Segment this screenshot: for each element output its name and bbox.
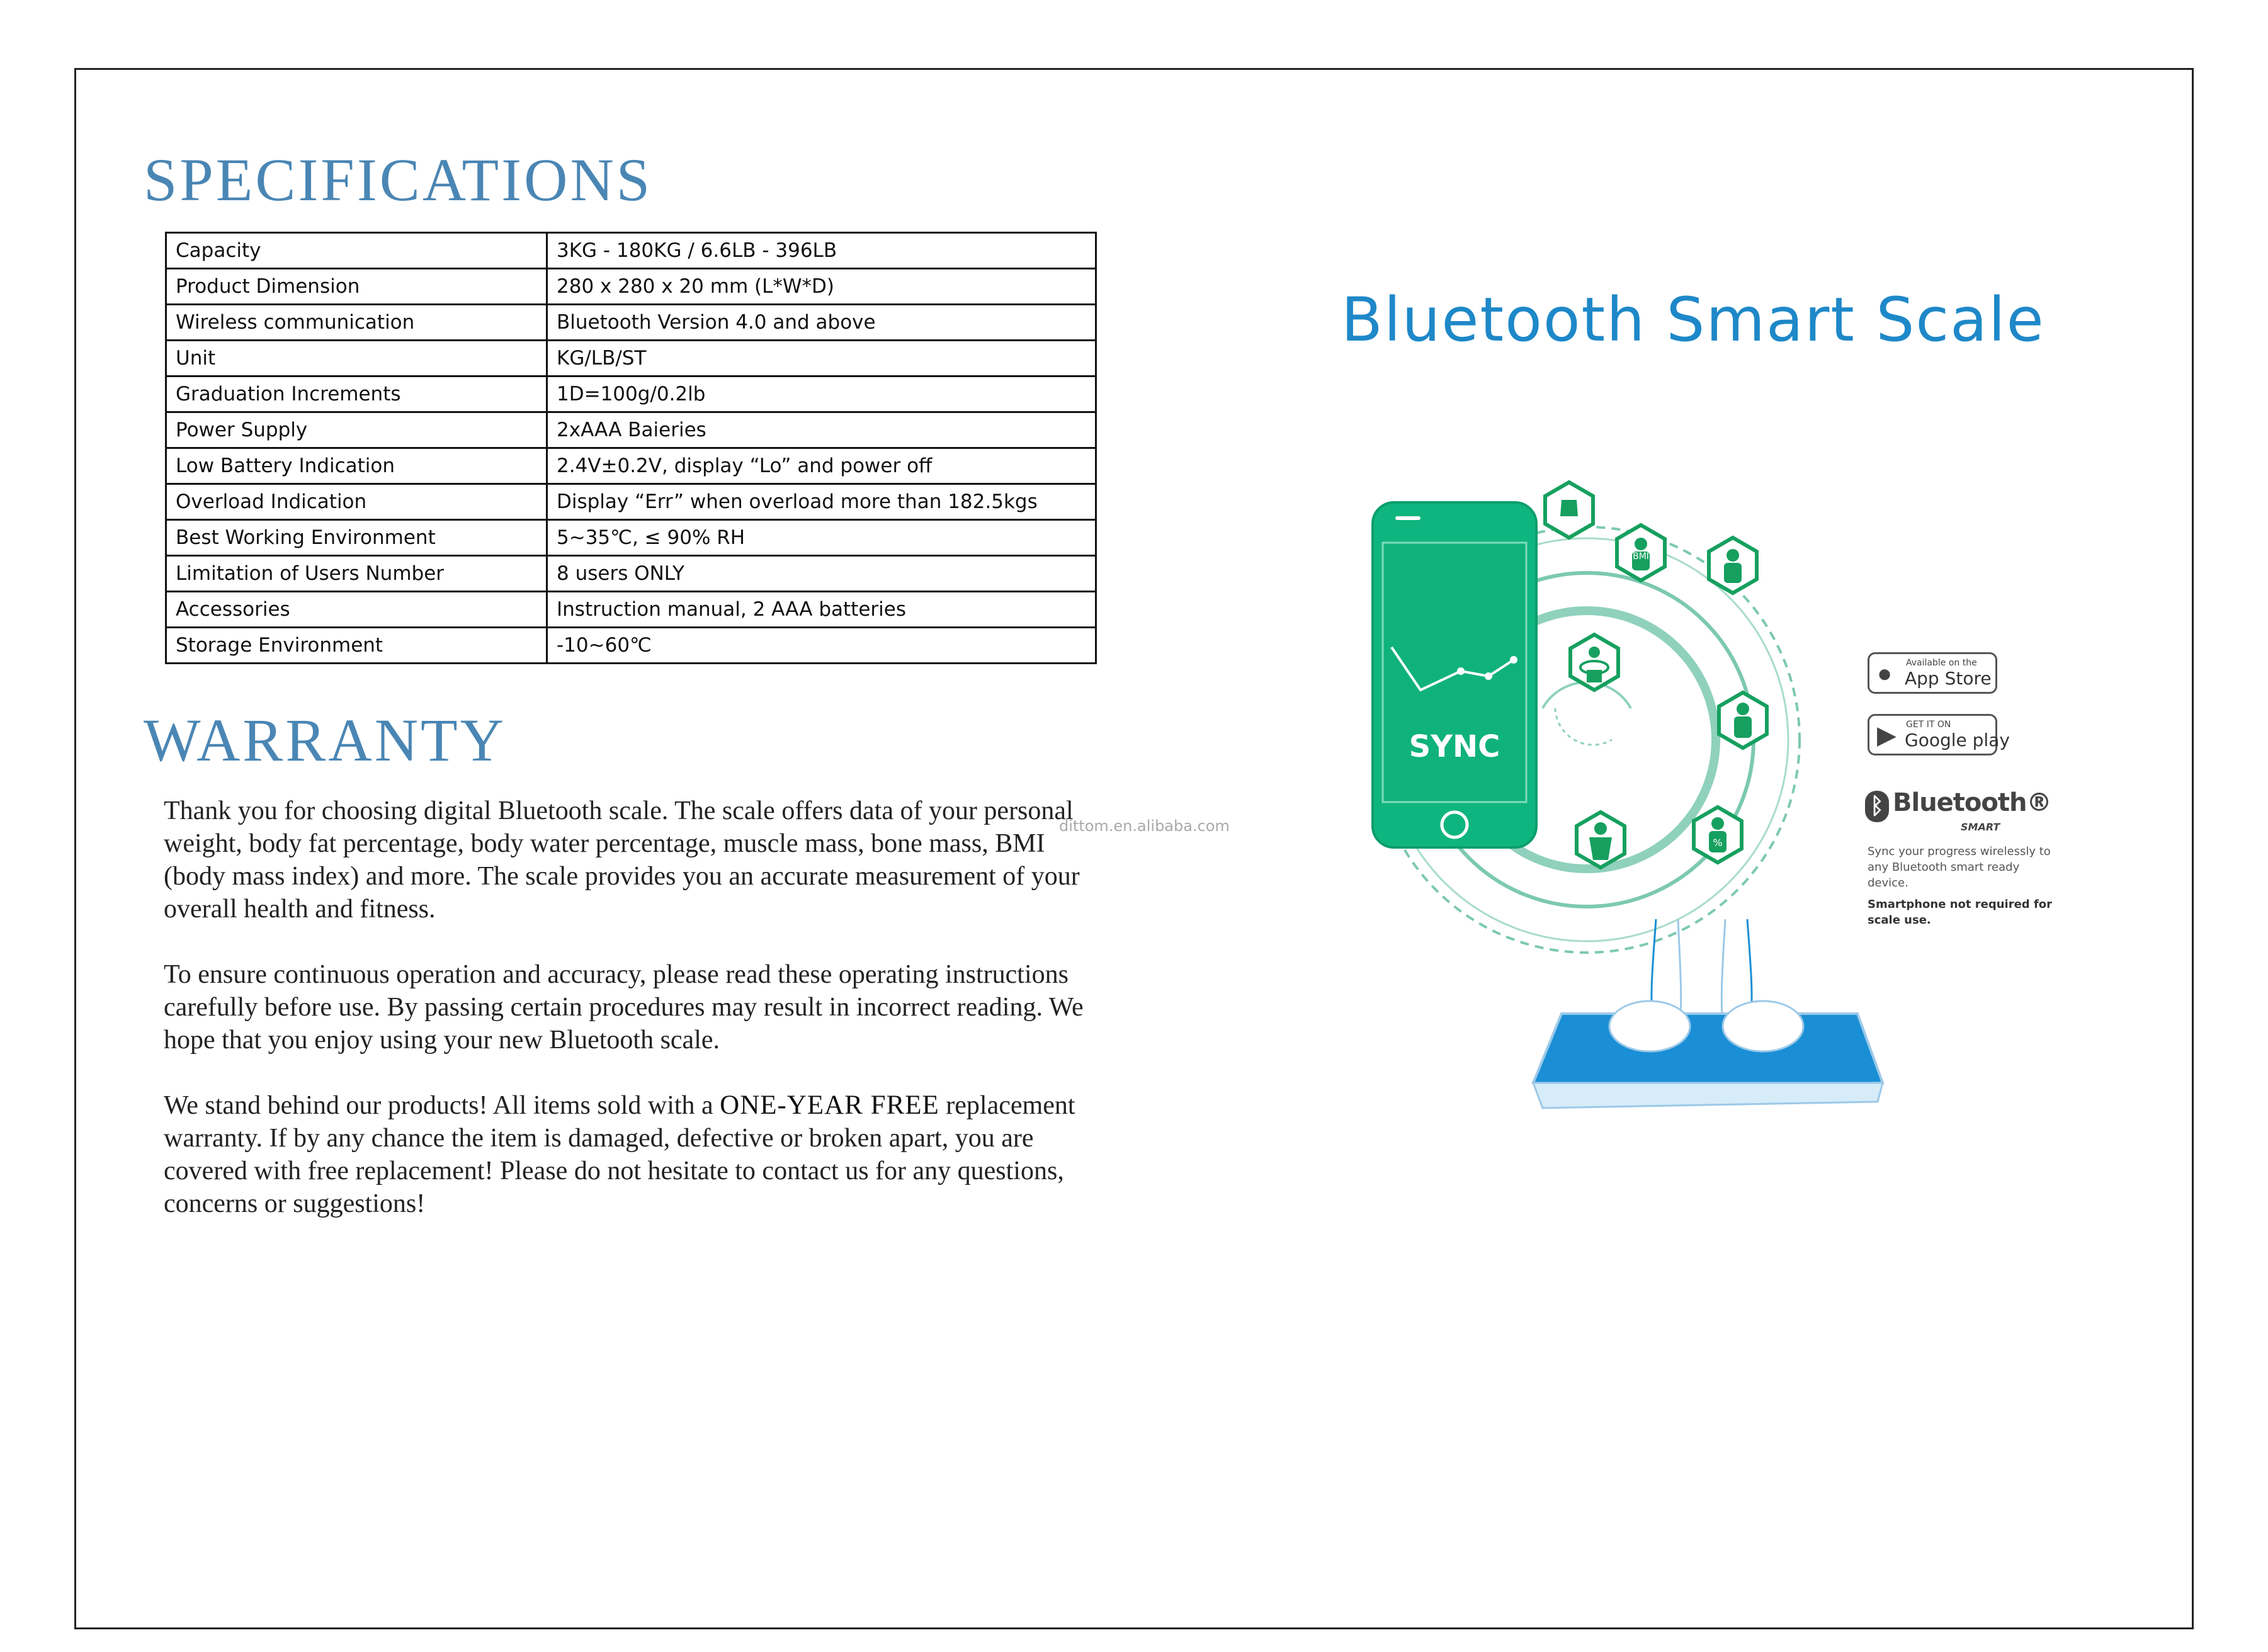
specifications-heading: SPECIFICATIONS <box>144 146 653 213</box>
muscle-icon <box>1719 693 1767 748</box>
spec-value: 2.4V±0.2V, display “Lo” and power off <box>547 448 1096 484</box>
bmi-icon <box>1617 525 1665 580</box>
app-store-small-text: Available on the <box>1906 658 1977 668</box>
sync-label: SYNC <box>1409 729 1500 764</box>
spec-row <box>166 412 1096 448</box>
spec-value: KG/LB/ST <box>547 341 1096 376</box>
bluetooth-word: Bluetooth <box>1893 788 2027 817</box>
spec-row <box>166 448 1096 484</box>
google-play-icon: ▶ <box>1877 721 1897 749</box>
svg-text:BMI: BMI <box>1633 552 1649 562</box>
spec-row <box>166 269 1096 305</box>
app-store-badge[interactable] <box>1868 652 1997 694</box>
apple-icon: ● <box>1877 660 1893 687</box>
bluetooth-smart-logo <box>1865 788 2051 839</box>
bluetooth-smart-text: SMART <box>1961 821 2000 833</box>
warranty-paragraph-3 <box>164 1089 1096 1220</box>
spec-row <box>166 341 1096 376</box>
watermark: dittom.en.alibaba.com <box>1059 817 1230 835</box>
sync-note: Sync your progress wirelessly to any Bluetooth smart ready device. <box>1868 845 2051 890</box>
left-foot <box>1609 1001 1690 1051</box>
spec-row <box>166 556 1096 592</box>
google-play-small-text: GET IT ON <box>1906 720 1951 730</box>
right-foot <box>1723 1001 1803 1051</box>
spec-row <box>166 233 1096 269</box>
bluetooth-icon: ᛒ <box>1865 791 1889 822</box>
spec-value: 8 users ONLY <box>547 556 1096 592</box>
warranty-paragraph-2: To ensure continuous operation and accuracy, please read these operating instructions carefully before use. By passing certain procedures may result in incorrect reading. We hope that you enjoy using your new Bluetooth scale. <box>164 960 1084 1055</box>
one-year-free-emphasis: ONE-YEAR FREE <box>720 1090 939 1120</box>
spec-label: Low Battery Indication <box>166 448 547 484</box>
warranty-paragraph-1: Thank you for choosing digital Bluetooth scale. The scale offers data of your personal weight, body fat percentage, body water percentage, muscle mass, bone mass, BMI (body mass index) and more. The scale provides you an accurate measurement of your overall health and fitness. <box>164 796 1080 924</box>
spec-label: Power Supply <box>166 412 547 448</box>
spec-label: Limitation of Users Number <box>166 556 547 592</box>
warranty-heading: WARRANTY <box>144 706 506 774</box>
speaker-icon <box>1395 516 1420 520</box>
spec-value: 5~35℃, ≤ 90% RH <box>547 520 1096 556</box>
body-water-icon <box>1709 538 1757 593</box>
fat-icon <box>1545 482 1593 538</box>
spec-label: Storage Environment <box>166 628 547 664</box>
spec-label: Capacity <box>166 233 547 269</box>
spec-row <box>166 484 1096 520</box>
spec-value: Display “Err” when overload more than 182.5kgs <box>547 484 1096 520</box>
smartphone-note: Smartphone not required for scale use. <box>1868 898 2053 927</box>
spec-row <box>166 592 1096 628</box>
spec-label: Unit <box>166 341 547 376</box>
spec-value: 1D=100g/0.2lb <box>547 376 1096 412</box>
spec-label: Best Working Environment <box>166 520 547 556</box>
smartphone <box>1373 502 1536 847</box>
warranty-paragraph-3-end: replacement warranty. If by any chance the item is damaged, defective or broken apart, you are covered with free replacement! Please do not hesitate to contact us for any questions, concerns or suggestions! <box>164 1091 1075 1218</box>
spec-row <box>166 376 1096 412</box>
spec-value: 2xAAA Baieries <box>547 412 1096 448</box>
specifications-table <box>165 232 1097 664</box>
google-play-badge[interactable] <box>1868 714 2010 755</box>
spec-value: -10~60℃ <box>547 628 1096 664</box>
bathroom-scale <box>1533 1001 1883 1108</box>
product-illustration <box>1335 460 1914 1127</box>
warranty-text <box>164 795 1096 1253</box>
spec-label: Accessories <box>166 592 547 628</box>
spec-row <box>166 305 1096 341</box>
app-store-label: App Store <box>1905 668 1992 689</box>
spec-label: Graduation Increments <box>166 376 547 412</box>
product-title: Bluetooth Smart Scale <box>1341 285 2045 355</box>
spec-value: 280 x 280 x 20 mm (L*W*D) <box>547 269 1096 305</box>
spec-label: Wireless communication <box>166 305 547 341</box>
spec-value: 3KG - 180KG / 6.6LB - 396LB <box>547 233 1096 269</box>
spec-row <box>166 520 1096 556</box>
spec-value: Instruction manual, 2 AAA batteries <box>547 592 1096 628</box>
spec-label: Overload Indication <box>166 484 547 520</box>
registered-mark: ® <box>2026 788 2051 817</box>
warranty-paragraph-3-start: We stand behind our products! All items sold with a <box>164 1091 720 1120</box>
body-fat-percent-icon <box>1694 807 1742 863</box>
sync-swirl-icon <box>1555 708 1612 745</box>
spec-label: Product Dimension <box>166 269 547 305</box>
spec-value: Bluetooth Version 4.0 and above <box>547 305 1096 341</box>
svg-text:%: % <box>1713 837 1723 849</box>
google-play-label: Google play <box>1905 730 2010 750</box>
weight-icon <box>1570 635 1618 690</box>
spec-row <box>166 628 1096 664</box>
bone-icon <box>1577 812 1624 868</box>
